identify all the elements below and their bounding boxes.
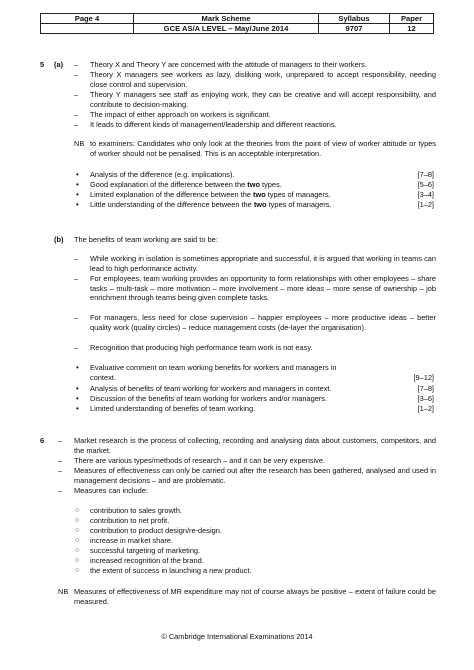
point: Market research is the process of collecting, recording and analysing data about customers, competitors, and the market.: [74, 436, 436, 455]
level-descriptor: Good explanation of the difference between the two types.: [90, 180, 282, 189]
point: It leads to different kinds of management/leadership and different reactions.: [90, 120, 337, 129]
header-title: Mark Scheme: [134, 14, 319, 24]
point: Theory Y managers see staff as enjoying work, they can be creative and will accept responsibility, and contribute to decision-making.: [90, 90, 436, 109]
dash: –: [58, 486, 63, 495]
header-table: [40, 13, 434, 34]
header-empty: [41, 24, 134, 34]
level-descriptor: Evaluative comment on team working benefits for workers and managers in: [90, 363, 337, 372]
measure-item: contribution to net profit.: [90, 516, 170, 525]
part-label: (a): [54, 60, 64, 69]
bullet: •: [76, 404, 79, 413]
circle-bullet: ○: [75, 527, 80, 534]
header-syllabus-code: 9707: [319, 24, 390, 34]
circle-bullet: ○: [75, 537, 80, 544]
mark-range: [1–2]: [417, 200, 434, 209]
measure-item: increased recognition of the brand.: [90, 556, 204, 565]
level-descriptor-cont: context.: [90, 373, 116, 382]
point: Measures of effectiveness can only be carried out after the research has been gathered, analysed and used in management decisions – and are problematic.: [74, 466, 436, 485]
dash: –: [74, 60, 79, 69]
dash: –: [74, 343, 79, 352]
mark-range: [1–2]: [417, 404, 434, 413]
dash: –: [58, 466, 63, 475]
footer-copyright: © Cambridge International Examinations 2014: [161, 632, 313, 641]
measure-item: contribution to sales growth.: [90, 506, 183, 515]
header-page: Page 4: [41, 14, 134, 24]
point: For employees, team working provides an opportunity to form relationships with other employees – share tasks – multi-task – more motivation – more involvement – more ideas – more sense of ownership – job enrichment through teams being given complete tasks.: [90, 274, 436, 303]
level-descriptor: Little understanding of the difference between the two types of managers.: [90, 200, 332, 209]
mark-range: [7–8]: [417, 384, 434, 393]
circle-bullet: ○: [75, 567, 80, 574]
mark-range: [7–8]: [417, 170, 434, 179]
dash: –: [74, 254, 79, 263]
question-number: 6: [40, 436, 45, 445]
header-exam: GCE AS/A LEVEL – May/June 2014: [134, 24, 319, 34]
nb-text: Measures of effectiveness of MR expenditure may not of course always be positive – extent of failure could be measured.: [74, 587, 436, 606]
bullet: •: [76, 384, 79, 393]
mark-range: [5–6]: [417, 180, 434, 189]
point: Theory X managers see workers as lazy, disliking work, unprepared to accept responsibility, needing close control and supervision.: [90, 70, 436, 89]
mark-range: [9–12]: [413, 373, 434, 382]
level-descriptor: Discussion of the benefits of team working for workers and/or managers.: [90, 394, 328, 403]
dash: –: [74, 120, 79, 129]
bullet: •: [76, 180, 79, 189]
dash: –: [74, 274, 79, 283]
question-number: 5: [40, 60, 45, 69]
point: Theory X and Theory Y are concerned with the attitude of managers to their workers.: [90, 60, 367, 69]
measure-item: contribution to product design/re-design.: [90, 526, 222, 535]
part-intro: The benefits of team working are said to be:: [74, 235, 218, 244]
dash: –: [74, 110, 79, 119]
level-descriptor: Limited explanation of the difference between the two types of managers.: [90, 190, 331, 199]
point: Recognition that producing high performance team work is not easy.: [90, 343, 313, 352]
mark-range: [3–4]: [417, 190, 434, 199]
point: Measures can include:: [74, 486, 148, 495]
level-descriptor: Limited understanding of benefits of team working.: [90, 404, 256, 413]
bullet: •: [76, 394, 79, 403]
point: For managers, less need for close supervision – happier employees – more productive ideas – better quality work (quality circles) – reduce management costs (de-layer the organisation).: [90, 313, 436, 332]
bullet: •: [76, 190, 79, 199]
point: While working in isolation is sometimes appropriate and successful, it is argued that working in teams can lead to high performance activity.: [90, 254, 436, 273]
dash: –: [58, 456, 63, 465]
nb-label: NB: [74, 139, 85, 148]
bullet: •: [76, 200, 79, 209]
level-descriptor: Analysis of the difference (e.g. implications).: [90, 170, 235, 179]
dash: –: [74, 90, 79, 99]
dash: –: [74, 70, 79, 79]
bullet: •: [76, 170, 79, 179]
point: The impact of either approach on workers is significant.: [90, 110, 271, 119]
dash: –: [58, 436, 63, 445]
circle-bullet: ○: [75, 557, 80, 564]
part-label: (b): [54, 235, 64, 244]
circle-bullet: ○: [75, 547, 80, 554]
header-syllabus: Syllabus: [319, 14, 390, 24]
bullet: •: [76, 363, 79, 372]
header-paper: Paper: [390, 14, 434, 24]
dash: –: [74, 313, 79, 322]
measure-item: the extent of success in launching a new product.: [90, 566, 252, 575]
nb-label: NB: [58, 587, 69, 596]
measure-item: successful targeting of marketing.: [90, 546, 201, 555]
header-paper-number: 12: [390, 24, 434, 34]
measure-item: increase in market share.: [90, 536, 173, 545]
circle-bullet: ○: [75, 507, 80, 514]
level-descriptor: Analysis of benefits of team working for workers and managers in context.: [90, 384, 332, 393]
circle-bullet: ○: [75, 517, 80, 524]
point: There are various types/methods of research – and it can be very expensive.: [74, 456, 326, 465]
mark-range: [3–6]: [417, 394, 434, 403]
nb-text: to examiners: Candidates who only look at the theories from the point of view of worker attitude or types of worker should not be penalised. This is an acceptable interpretation.: [90, 139, 436, 158]
